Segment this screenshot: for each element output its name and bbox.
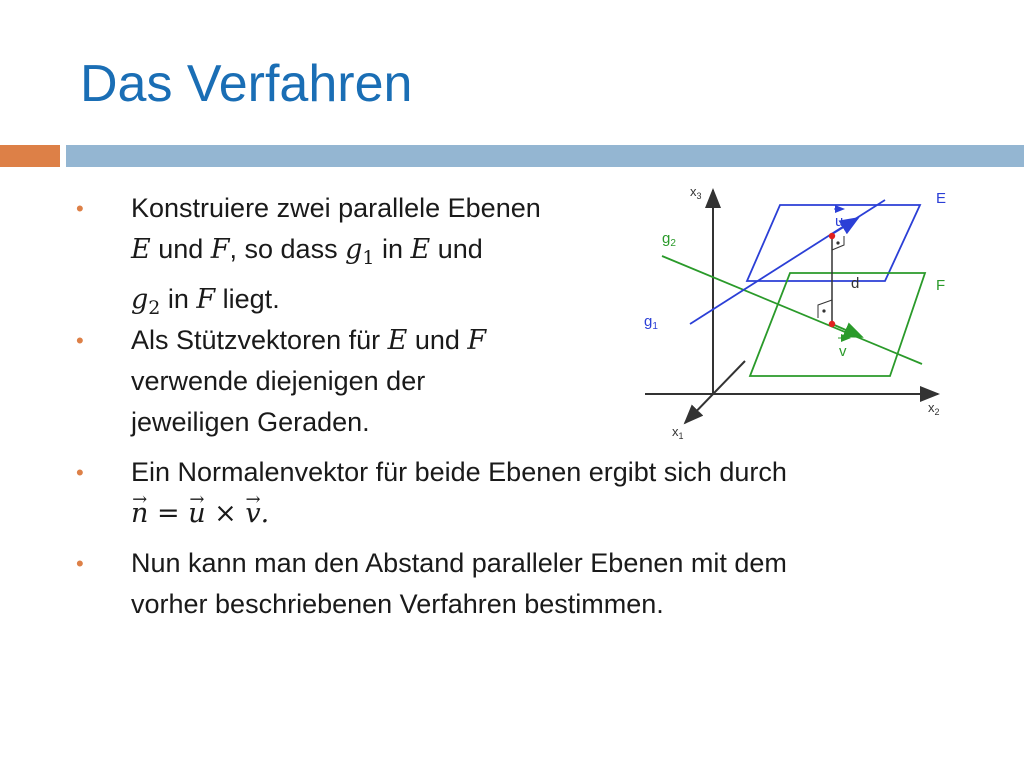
math-E: E [387,325,408,356]
label-g1: $g_1$ [644,313,658,332]
math-g2: $g_2$ [131,284,161,319]
right-angle-marker-bottom [818,300,832,318]
bullet-text: Nun kann man den Abstand paralleler Ebenen mit dem vorher beschriebenen Verfahren bestimmen. [131,548,787,619]
label-d: d [851,275,860,292]
plane-F [750,273,925,376]
axis-label-x1: $x_1$ [672,424,684,441]
plane-E [747,205,920,281]
vector-n: → n [131,493,148,534]
vector-u: → u [188,493,205,534]
vector-v: → v [245,493,260,534]
foot-point-g1 [829,233,835,239]
bullet-dot: • [76,328,84,353]
foot-point-g2 [829,321,835,327]
math-E: E [410,234,431,265]
label-v: v [839,343,847,360]
vector-v-arrow [832,324,862,337]
math-F: F [467,325,487,356]
label-plane-F: F [936,277,946,294]
math-F: F [196,284,216,315]
label-plane-E: E [936,190,947,207]
bullet-dot: • [76,551,84,576]
bullet-text: Konstruiere zwei parallele Ebenen E und F, so dass $g_1$ in E und $g_2$ in F liegt. [131,193,541,319]
math-F: F [210,234,230,265]
math-E: E [131,234,151,265]
axis-label-x3: $x_3$ [690,184,702,201]
label-u: u [835,213,844,230]
bullet-text: Ein Normalenvektor für beide Ebenen ergibt sich durch → n = → u × → v. [131,452,787,534]
right-angle-dot-top [836,241,839,244]
axis-label-x2: $x_2$ [928,400,940,417]
right-angle-dot-bottom [822,309,825,312]
math-g1: $g_1$ [345,234,375,269]
label-g2: $g_2$ [662,230,676,249]
bullet-text: Als Stützvektoren für E und F verwende diejenigen der jeweiligen Geraden. [131,325,487,437]
axis-x1 [685,361,745,423]
bullet-dot: • [76,196,84,221]
parallel-planes-diagram [640,178,960,448]
slide-title: Das Verfahren [80,55,413,113]
bullet-dot: • [76,460,84,485]
